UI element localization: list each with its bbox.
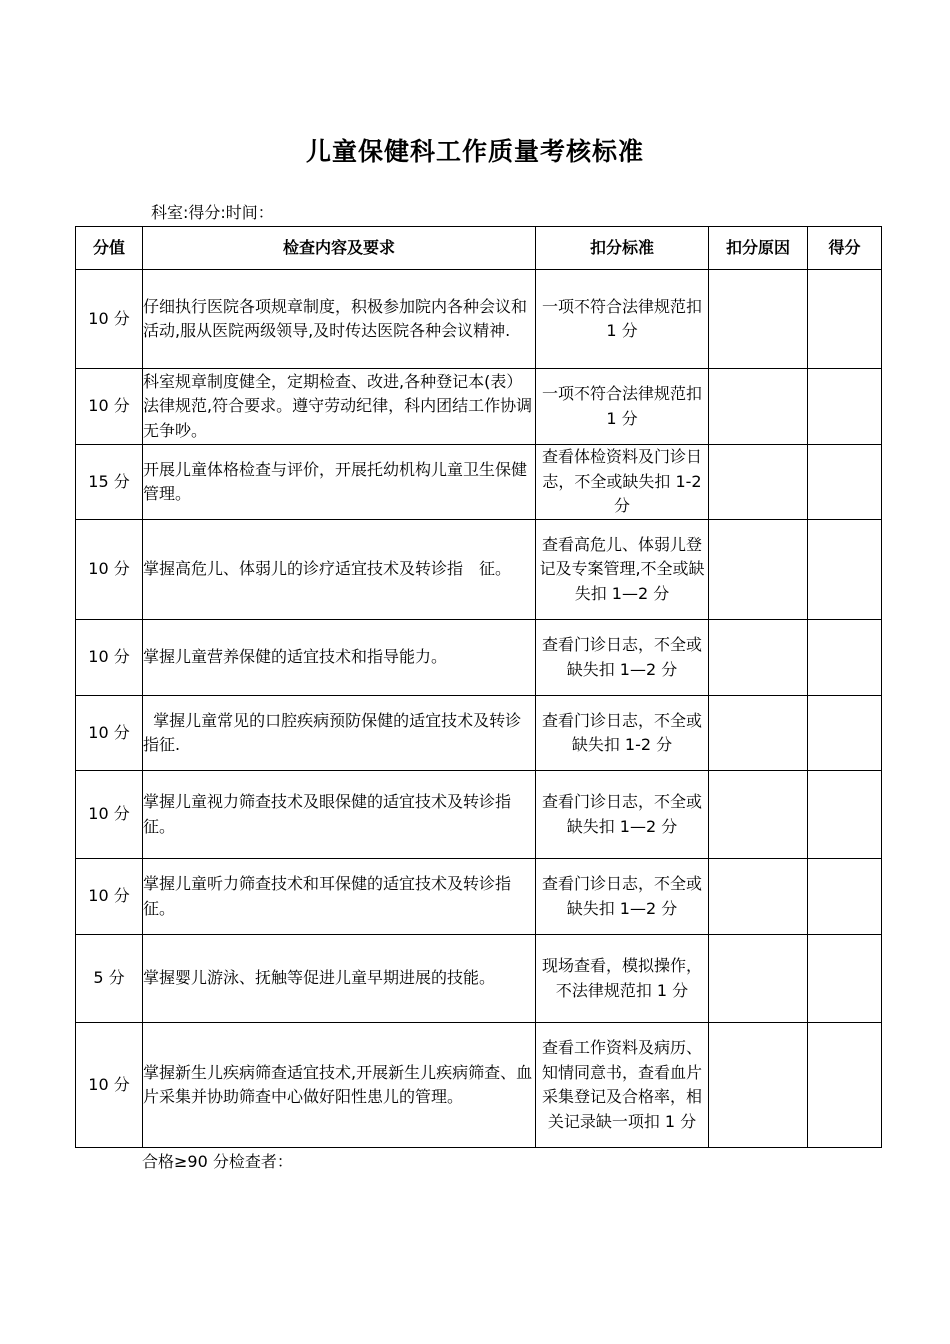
table-row xyxy=(76,859,882,935)
row-points xyxy=(808,445,882,520)
row-score: 15 分 xyxy=(76,445,143,520)
row-score: 10 分 xyxy=(76,520,143,620)
row-reason xyxy=(709,1023,808,1148)
row-score: 10 分 xyxy=(76,1023,143,1148)
row-standard: 查看体检资料及门诊日志，不全或缺失扣 1-2 分 xyxy=(536,445,709,520)
row-standard: 查看高危儿、体弱儿登记及专案管理,不全或缺失扣 1—2 分 xyxy=(536,520,709,620)
row-points xyxy=(808,620,882,696)
table-row xyxy=(76,445,882,520)
row-score: 10 分 xyxy=(76,369,143,445)
row-standard: 查看门诊日志，不全或缺失扣 1—2 分 xyxy=(536,771,709,859)
row-score: 10 分 xyxy=(76,859,143,935)
header-content: 检查内容及要求 xyxy=(143,227,536,270)
row-standard: 现场查看，模拟操作，不法律规范扣 1 分 xyxy=(536,935,709,1023)
table-row xyxy=(76,696,882,771)
row-reason xyxy=(709,270,808,369)
row-standard: 一项不符合法律规范扣 1 分 xyxy=(536,369,709,445)
row-content: 掌握儿童常见的口腔疾病预防保健的适宜技术及转诊指征. xyxy=(143,696,536,771)
meta-line: 科室:得分:时间： xyxy=(151,203,274,222)
header-points: 得分 xyxy=(808,227,882,270)
row-content: 掌握婴儿游泳、抚触等促进儿童早期进展的技能。 xyxy=(143,935,536,1023)
table-row xyxy=(76,520,882,620)
table-row xyxy=(76,620,882,696)
footer-line: 合格≥90 分检查者： xyxy=(142,1152,293,1171)
row-standard: 查看门诊日志，不全或缺失扣 1—2 分 xyxy=(536,859,709,935)
row-content: 科室规章制度健全，定期检查、改进,各种登记本(表）法律规范,符合要求。遵守劳动纪律，科内团结工作协调无争吵。 xyxy=(143,369,536,445)
row-standard: 查看工作资料及病历、知情同意书，查看血片采集登记及合格率，相关记录缺一项扣 1 分 xyxy=(536,1023,709,1148)
assessment-table xyxy=(75,226,882,1148)
row-reason xyxy=(709,620,808,696)
document-title: 儿童保健科工作质量考核标准 xyxy=(305,137,644,166)
row-score: 10 分 xyxy=(76,696,143,771)
row-reason xyxy=(709,771,808,859)
row-points xyxy=(808,935,882,1023)
row-reason xyxy=(709,696,808,771)
header-score: 分值 xyxy=(76,227,143,270)
row-points xyxy=(808,1023,882,1148)
row-score: 10 分 xyxy=(76,270,143,369)
row-reason xyxy=(709,859,808,935)
table-row xyxy=(76,369,882,445)
row-reason xyxy=(709,445,808,520)
row-standard: 一项不符合法律规范扣 1 分 xyxy=(536,270,709,369)
row-content: 掌握高危儿、体弱儿的诊疗适宜技术及转诊指 征。 xyxy=(143,520,536,620)
row-score: 5 分 xyxy=(76,935,143,1023)
table-row xyxy=(76,1023,882,1148)
row-standard: 查看门诊日志，不全或缺失扣 1-2 分 xyxy=(536,696,709,771)
row-content: 掌握新生儿疾病筛查适宜技术,开展新生儿疾病筛查、血片采集并协助筛查中心做好阳性患儿的管理。 xyxy=(143,1023,536,1148)
table-row xyxy=(76,771,882,859)
row-points xyxy=(808,696,882,771)
row-points xyxy=(808,520,882,620)
table-row xyxy=(76,270,882,369)
table-row xyxy=(76,935,882,1023)
table-header-row xyxy=(76,227,882,270)
header-standard: 扣分标准 xyxy=(536,227,709,270)
row-points xyxy=(808,771,882,859)
row-points xyxy=(808,270,882,369)
row-points xyxy=(808,369,882,445)
row-points xyxy=(808,859,882,935)
row-score: 10 分 xyxy=(76,771,143,859)
row-content: 掌握儿童听力筛查技术和耳保健的适宜技术及转诊指征。 xyxy=(143,859,536,935)
row-reason xyxy=(709,369,808,445)
row-score: 10 分 xyxy=(76,620,143,696)
row-reason xyxy=(709,520,808,620)
row-content: 掌握儿童视力筛查技术及眼保健的适宜技术及转诊指征。 xyxy=(143,771,536,859)
row-reason xyxy=(709,935,808,1023)
row-standard: 查看门诊日志，不全或缺失扣 1—2 分 xyxy=(536,620,709,696)
row-content: 掌握儿童营养保健的适宜技术和指导能力。 xyxy=(143,620,536,696)
header-reason: 扣分原因 xyxy=(709,227,808,270)
row-content: 开展儿童体格检查与评价，开展托幼机构儿童卫生保健管理。 xyxy=(143,445,536,520)
row-content: 仔细执行医院各项规章制度，积极参加院内各种会议和活动,服从医院两级领导,及时传达医院各种会议精神. xyxy=(143,270,536,369)
